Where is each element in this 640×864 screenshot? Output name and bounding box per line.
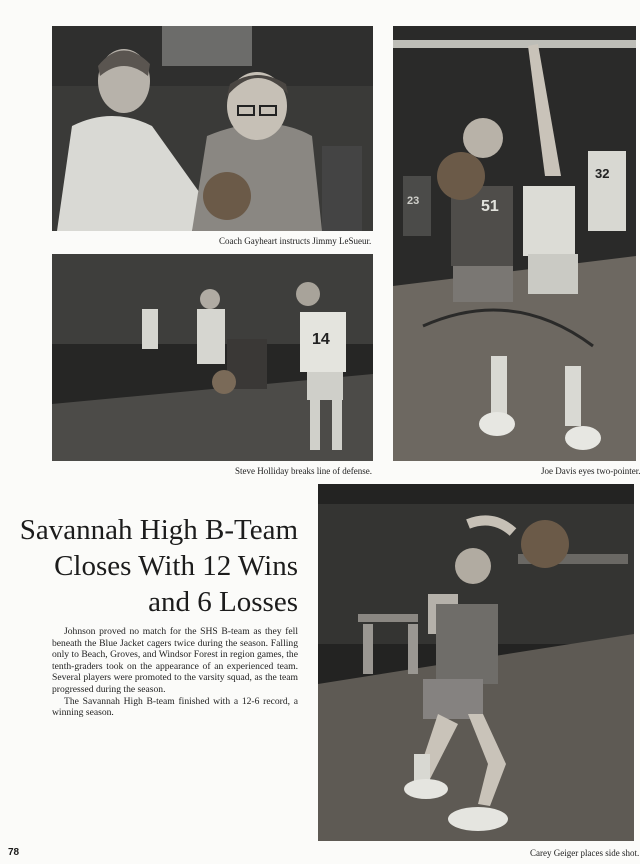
article-paragraph-1: Johnson proved no match for the SHS B-team as they fell beneath the Blue Jacket cagers twice during the season. Falling only to Beach, Groves, and Windsor Forest in region games, the tenth-graders took on the appearance of an experienced team. Several players were promoted to the varsity squad, as the team progressed during the season. — [52, 626, 298, 695]
jersey-23-label: 23 — [407, 195, 420, 207]
photo-breaks-defense-image — [52, 254, 373, 461]
article-headline — [8, 512, 298, 620]
jersey-32-label: 32 — [595, 166, 610, 181]
photo-breaks-defense — [52, 254, 373, 461]
caption-photo-defense: Steve Holliday breaks line of defense. — [235, 466, 372, 476]
jersey-14-label: 14 — [312, 331, 330, 348]
headline-line-3: and 6 Losses — [148, 586, 298, 618]
photo-coach-instructs-image — [52, 26, 373, 231]
article-paragraph-2: The Savannah High B-team finished with a 12-6 record, a winning season. — [52, 695, 298, 719]
headline-line-2: Closes With 12 Wins — [54, 550, 298, 582]
caption-photo-coach: Coach Gayheart instructs Jimmy LeSueur. — [219, 236, 372, 246]
article-body — [52, 626, 298, 719]
photo-two-pointer-image — [393, 26, 636, 461]
photo-coach-instructs — [52, 26, 373, 231]
caption-photo-side-shot: Carey Geiger places side shot. — [530, 848, 640, 858]
headline-line-1: Savannah High B-Team — [19, 514, 298, 546]
caption-photo-two-pointer: Joe Davis eyes two-pointer. — [541, 466, 640, 476]
photo-side-shot — [318, 484, 634, 841]
page-number: 78 — [8, 847, 20, 858]
photo-two-pointer — [393, 26, 636, 461]
photo-side-shot-image — [318, 484, 634, 841]
jersey-51-label: 51 — [481, 198, 499, 215]
